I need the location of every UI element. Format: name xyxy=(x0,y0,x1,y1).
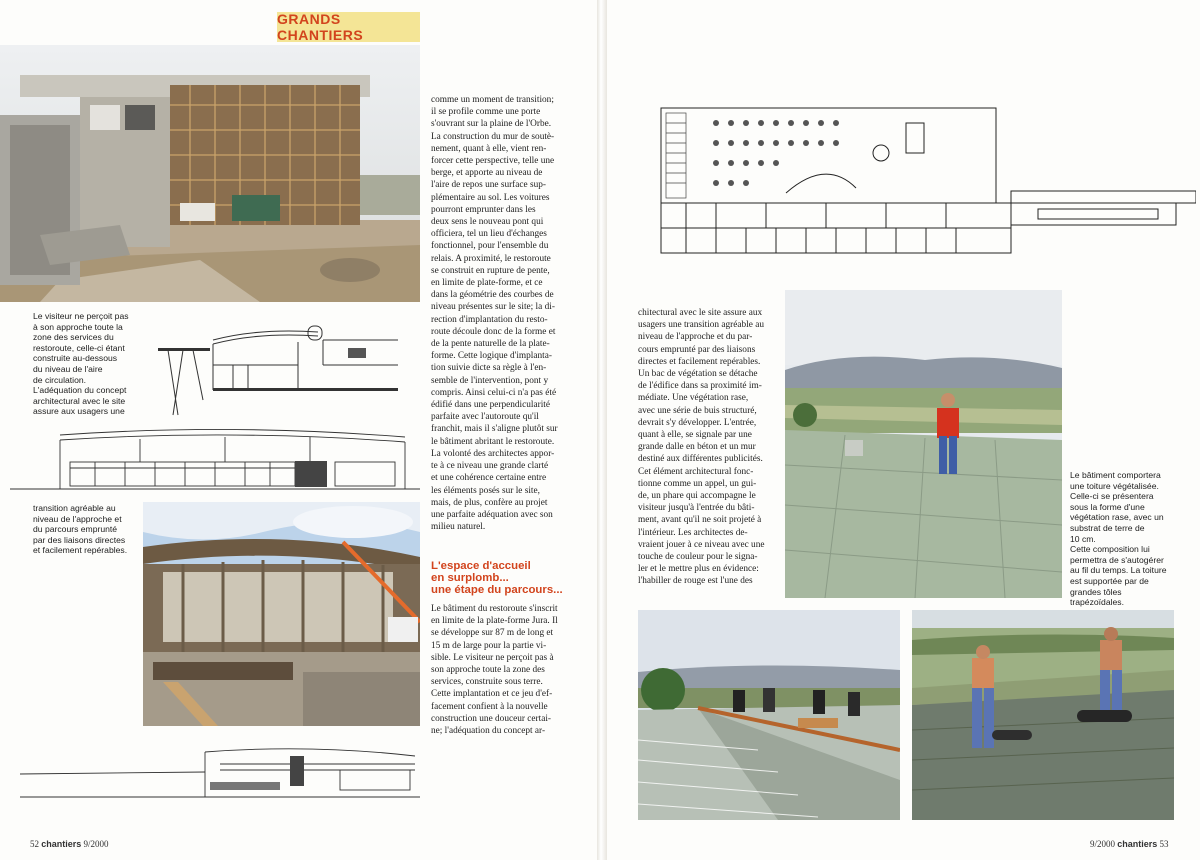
membrane-laying-photo xyxy=(912,610,1174,820)
article-column-right: chitectural avec le site assure aux usagers une transition agréable au niveau de l'approche et du par- cours emprunté par des liaisons directes et facilement repérables. Un bac de végétation se détache de l'édifice dans sa proximité im- médiate. Une végétation rase, avec une série de buis structuré, devrait s'y développer. L'entrée, quant à elle, se signale par une grande dalle en béton et un mur destiné aux différentes publicités. Cet élément architectural fonc- tionne comme un appel, un gui- de, un phare qui accompagne le visiteur jusqu'à l'entrée du bâti- ment, avant qu'il ne soit projeté à l'intérieur. Les architectes de- vraient jouer à ce niveau avec une touche de couleur pour le signa- ler et le mettre plus en évidence: l'habiller de rouge est l'une des xyxy=(638,308,765,587)
article-column-left: comme un moment de transition; il se profile comme une porte s'ouvrant sur la plaine de l'Orbe. La construction du mur de soutè- nement, quant à elle, vient ren- forcer cette perspective, telle une berge, et apporte au niveau de l'aire de repos une surface sup- plémentaire au sol. Les voitures pourront emprunter dans les deux sens le nouveau pont qui officiera, tel un lieu d'échanges fonctionnel, pour l'ensemble du relais. A proximité, le restoroute se construit en rupture de pente, en limite de plate-forme, et ce dans la géométrie des courbes de niveau présentes sur le site; la di- rection d'implantation du resto- route découle donc de la forme et de la pente naturelle de la plate- forme. Cette logique d'implanta- tion suivie dicte sa règle à l'en- semble de l'intervention, pont y compris. Ainsi celui-ci n'a pas été édifié dans une perpendicularité parfaite avec l'autoroute qu'il franchit, mais il s'aligne plutôt sur le bâtiment abritant le restoroute. La volonté des architectes appor- te à ce niveau une grande clarté et une cohérence certaine entre les éléments posés sur le site, mais, de plus, confère au projet une parfaite adéquation avec son milieu naturel. xyxy=(431,95,558,533)
spine-gutter xyxy=(597,0,607,860)
caption-green-roof: Le bâtiment comportera une toiture végétalisée. Celle-ci se présentera sous la forme d'une végétation rase, avec un substrat de terre de 10 cm. Cette composition lui permettra de s'autogérer au fil du temps. La toiture est supportée par de grandes tôles trapézoïdales. xyxy=(1070,470,1167,608)
article-column-left-2: Le bâtiment du restoroute s'inscrit en limite de la plate-forme Jura. Il se développe sur 87 m de long et 15 m de large pour la partie vi- sible. Le visiteur ne perçoit pas à son approche toute la zone des services, construite sous terre. Cette implantation et ce jeu d'ef- facement confient à la nouvelle construction une douceur certai- ne; l'adéquation du concept ar- xyxy=(431,604,558,737)
section-subheading: L'espace d'accueil en surplomb... une étape du parcours... xyxy=(431,560,563,597)
rubric-banner xyxy=(277,12,420,42)
folio-right: 9/2000 chantiers 53 xyxy=(1090,839,1169,849)
construction-photo xyxy=(0,45,420,302)
roof-structure-photo xyxy=(143,502,420,726)
section-drawing xyxy=(158,320,420,420)
floor-plan-drawing xyxy=(656,103,1196,275)
rubric-title: GRANDS CHANTIERS xyxy=(277,11,364,43)
elevation-drawing xyxy=(10,425,420,500)
roof-worker-photo xyxy=(785,290,1062,598)
folio-left: 52 chantiers 9/2000 xyxy=(30,839,109,849)
caption-transition: transition agréable au niveau de l'approche et du parcours emprunté par des liaisons directes et facilement repérables. xyxy=(33,503,128,556)
roof-edge-photo xyxy=(638,610,900,820)
bottom-elevation-drawing xyxy=(20,742,420,802)
caption-site-approach: Le visiteur ne perçoit pas à son approche toute la zone des services du restoroute, celle-ci étant construite au-dessous du niveau de l'aire de circulation. L'adéquation du concept architectural avec le site assure aux usagers une xyxy=(33,311,129,417)
